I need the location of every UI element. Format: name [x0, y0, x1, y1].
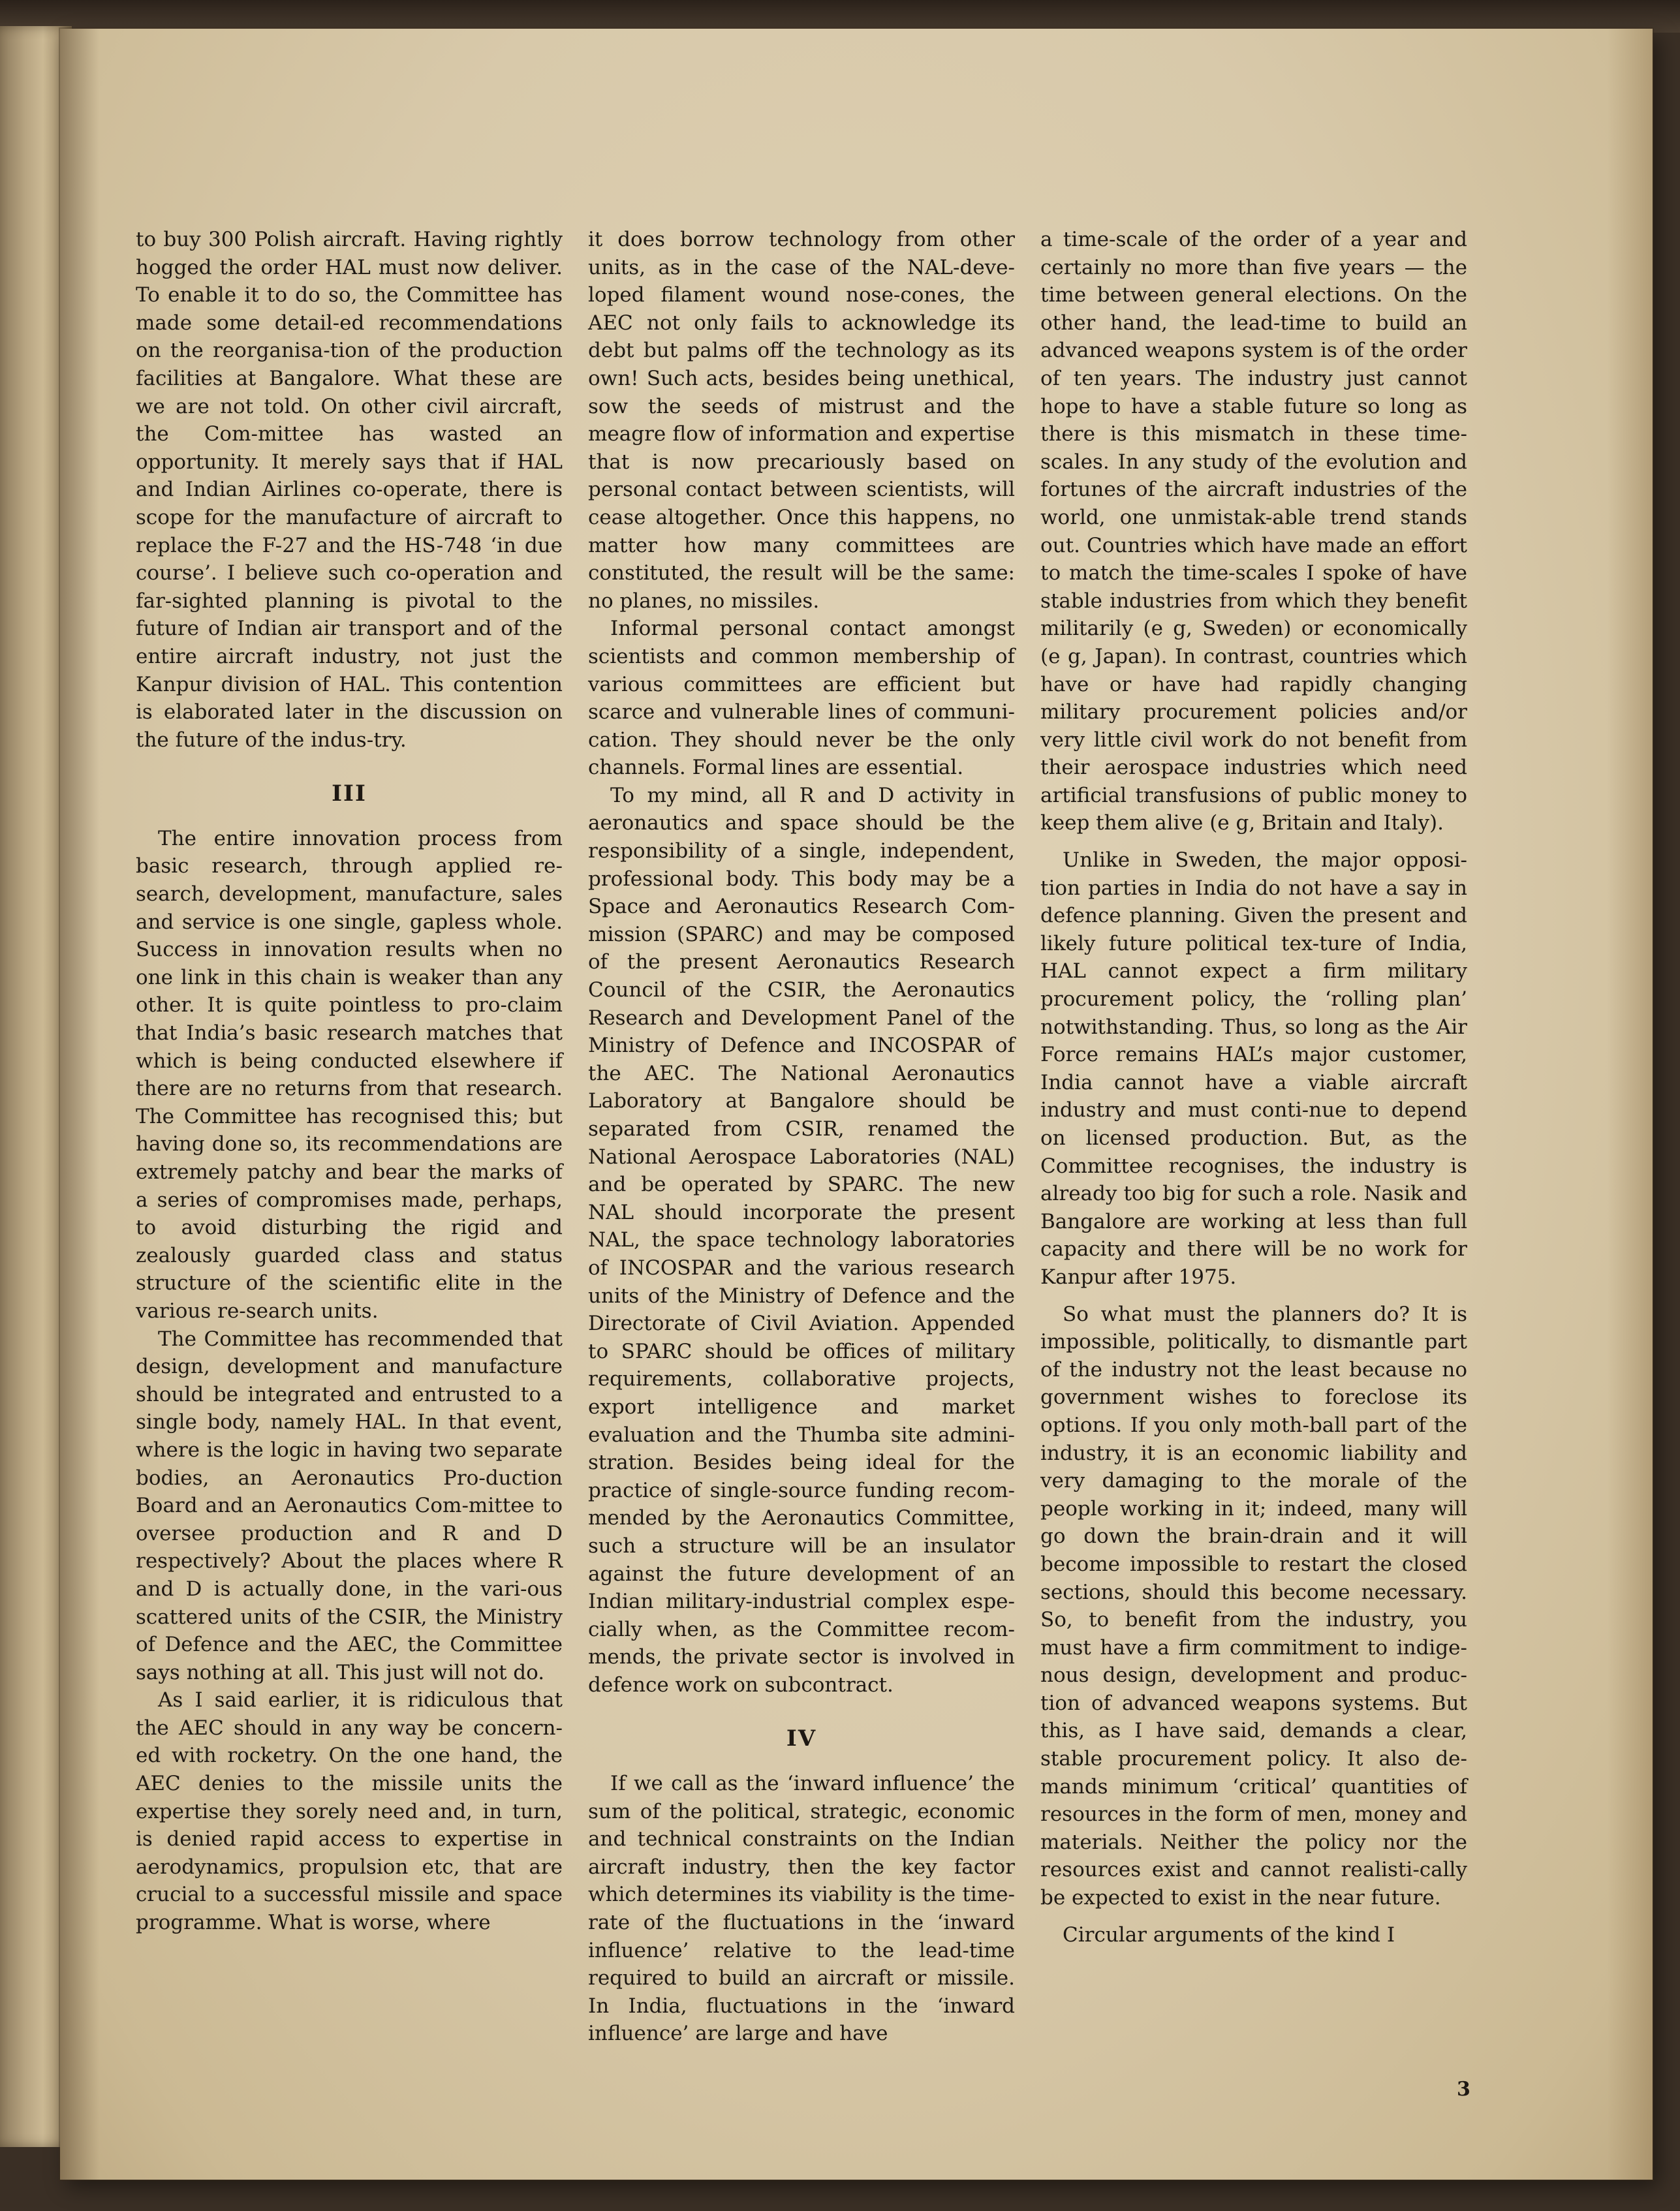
- page-edge-wear: [1607, 29, 1653, 2180]
- paragraph: The Committee has recommended that design, development and manufacture should be integrated and entrusted to a single body, namely HAL. In that event, where is the logic in having two separate bodies, an Aeronautics Pro-duction Board and an Aeronautics Com-mittee to oversee production and R and D respectively? About the places where R and D is actually done, in the vari-ous scattered units of the CSIR, the Ministry of Defence and the AEC, the Committee says nothing at all. This just will not do.: [136, 1327, 563, 1684]
- background-desk: [0, 0, 1680, 33]
- paragraph: So what must the planners do? It is impossible, politically, to dismantle part of the industry not the least because no government wishes to foreclose its options. If you only moth-ball part of the industry, it is an economic liability and very damaging to the morale of the people working in it; indeed, many will go down the brain-drain and it will become impossible to restart the closed sections, should this become necessary. So, to benefit from the industry, you must have a firm commitment to indige-nous design, development and produc-tion of advanced weapons systems. But this, as I have said, demands a clear, stable procurement policy. It also de-mands minimum ‘critical’ quantities of resources in the form of men, money and materials. Neither the policy nor the resources exist and cannot realisti-cally be expected to exist in the near future.: [1040, 1302, 1467, 1910]
- paragraph: As I said earlier, it is ridiculous that the AEC should in any way be concern-ed with rocketry. On the one hand, the AEC denies to the missile units the expertise they sorely need and, in turn, is denied rapid access to expertise in aerodynamics, propulsion etc, that are crucial to a successful missile and space programme. What is worse, where: [136, 1688, 563, 1935]
- paragraph: to buy 300 Polish aircraft. Having rightly hogged the order HAL must now deliver. To enable it to do so, the Committee has made some detail-ed recommendations on the reorganisa-tion of the production facilities at Bangalore. What these are we are not told. On other civil aircraft, the Com-mittee has wasted an opportunity. It merely says that if HAL and Indian Airlines co-operate, there is scope for the manufacture of aircraft to replace the F-27 and the HS-748 ‘in due course’. I believe such co-operation and far-sighted planning is pivotal to the future of Indian air transport and of the entire aircraft industry, not just the Kanpur division of HAL. This contention is elaborated later in the discussion on the future of the indus-try.: [136, 228, 563, 752]
- paragraph: Circular arguments of the kind I: [1063, 1923, 1395, 1947]
- text-column-1: [136, 226, 563, 1937]
- paragraph: it does borrow technology from other units, as in the case of the NAL-deve-loped filament wound nose-cones, the AEC not only fails to acknowledge its debt but palms off the technology as its own! Such acts, besides being unethical, sow the seeds of mistrust and the meagre flow of information and expertise that is now precariously based on personal contact between scientists, will cease altogether. Once this happens, no matter how many committees are constituted, the result will be the same: no planes, no missiles.: [588, 228, 1015, 613]
- section-heading-iii: III: [332, 781, 367, 807]
- text-column-3: [1040, 226, 1467, 1949]
- spine-shadow: [60, 29, 99, 2180]
- paragraph: The entire innovation process from basic research, through applied re-search, development, manufacture, sales and service is one single, gapless whole. Success in innovation results when no one link in this chain is weaker than any other. It is quite pointless to pro-claim that India’s basic research matches that which is being conducted elsewhere if there are no returns from that research. The Committee has recognised this; but having done so, its recommendations are extremely patchy and bear the marks of a series of compromises made, perhaps, to avoid disturbing the rigid and zealously guarded class and status structure of the scientific elite in the various re-search units.: [136, 826, 563, 1323]
- section-heading-iv: IV: [786, 1725, 817, 1752]
- paragraph: If we call as the ‘inward influence’ the sum of the political, strategic, economic and technical constraints on the Indian aircraft industry, then the key factor which determines its viability is the time-rate of the fluctuations in the ‘inward influence’ relative to the lead-time required to build an aircraft or missile. In India, fluctuations in the ‘inward influence’ are large and have: [588, 1772, 1015, 2046]
- text-column-2: [588, 226, 1015, 2048]
- paragraph: a time-scale of the order of a year and certainly no more than five years — the time between general elections. On the other hand, the lead-time to build an advanced weapons system is of the order of ten years. The industry just cannot hope to have a stable future so long as there is this mismatch in these time-scales. In any study of the evolution and fortunes of the aircraft industries of the world, one unmistak-able trend stands out. Countries which have made an effort to match the time-scales I spoke of have stable industries from which they benefit militarily (e g, Sweden) or economically (e g, Japan). In contrast, countries which have or have had rapidly changing military procurement policies and/or very little civil work do not benefit from their aerospace industries which need artificial transfusions of public money to keep them alive (e g, Britain and Italy).: [1040, 228, 1467, 835]
- magazine-page: [60, 29, 1653, 2180]
- paragraph: Informal personal contact amongst scientists and common membership of various committees are efficient but scarce and vulnerable lines of communi-cation. They should never be the only channels. Formal lines are essential.: [588, 617, 1015, 780]
- paragraph: To my mind, all R and D activity in aeronautics and space should be the responsibility of a single, independent, professional body. This body may be a Space and Aeronautics Research Com-mission (SPARC) and may be composed of the present Aeronautics Research Council of the CSIR, the Aeronautics Research and Development Panel of the Ministry of Defence and INCOSPAR of the AEC. The National Aeronautics Laboratory at Bangalore should be separated from CSIR, renamed the National Aerospace Laboratories (NAL) and be operated by SPARC. The new NAL should incorporate the present NAL, the space technology laboratories of INCOSPAR and the various research units of the Ministry of Defence and the Directorate of Civil Aviation. Appended to SPARC should be offices of military requirements, collaborative projects, export intelligence and market evaluation and the Thumba site admini-stration. Besides being ideal for the practice of single-source funding recom-mended by the Aeronautics Committee, such a structure will be an insulator against the future development of an Indian military-industrial complex espe-cially when, as the Committee recom-mends, the private sector is involved in defence work on subcontract.: [588, 783, 1015, 1697]
- paragraph: Unlike in Sweden, the major opposi-tion parties in India do not have a say in defence planning. Given the present and likely future political tex-ture of India, HAL cannot expect a firm military procurement policy, the ‘rolling plan’ notwithstanding. Thus, so long as the Air Force remains HAL’s major customer, India cannot have a viable aircraft industry and must conti-nue to depend on licensed production. But, as the Committee recognises, the industry is already too big for such a role. Nasik and Bangalore are working at less than full capacity and there will be no work for Kanpur after 1975.: [1040, 848, 1467, 1289]
- page-number: 3: [1457, 2078, 1470, 2101]
